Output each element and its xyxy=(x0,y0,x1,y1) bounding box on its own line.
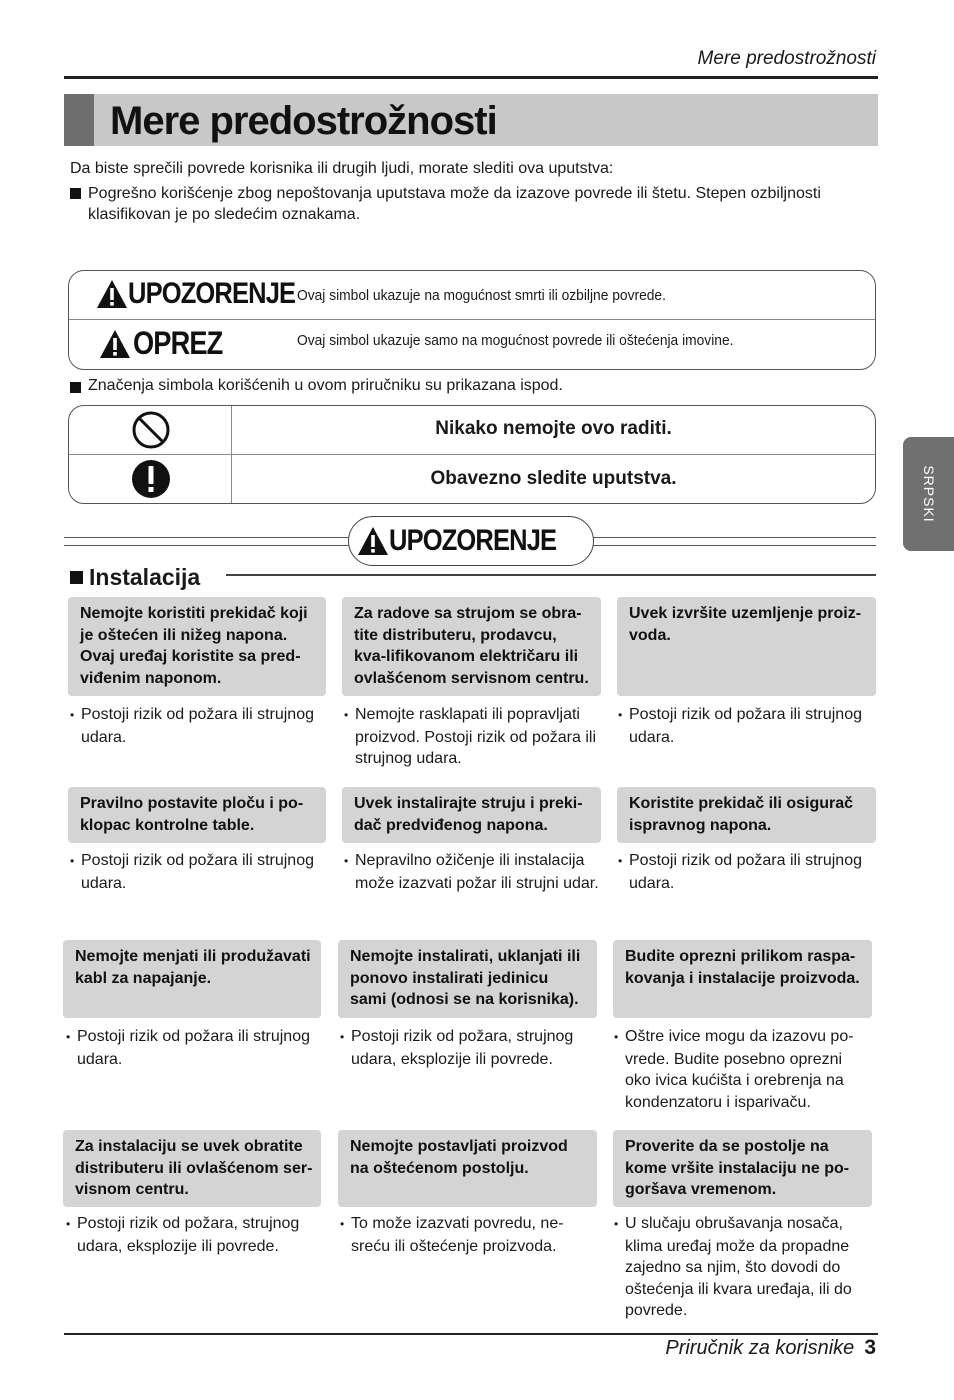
title-tab xyxy=(64,94,94,146)
intro-bullet-text: Pogrešno korišćenje zbog nepoštovanja uputstava može da izazove povrede ili štetu. Stepen ozbiljnosti klasifikovan je po sledećim oznakama. xyxy=(88,185,821,223)
footer-rule xyxy=(64,1333,878,1335)
risk-note xyxy=(66,1026,324,1070)
risk-note-text: Postoji rizik od požara, strujnog udara, eksplozije ili povrede. xyxy=(77,1215,300,1255)
risk-note xyxy=(618,704,876,748)
header-rule xyxy=(64,76,878,79)
prohibited-icon xyxy=(131,410,171,450)
caution-card: Uvek izvršite uzemljenje proiz-voda. xyxy=(617,597,876,696)
table-divider xyxy=(69,454,875,455)
language-tab-label: SRPSKI xyxy=(920,465,937,523)
bullet-icon: • xyxy=(614,1217,619,1231)
warning-triangle-icon xyxy=(96,279,128,309)
square-bullet-icon xyxy=(70,571,83,584)
warning-word: UPOZORENJE xyxy=(128,277,296,310)
warning-banner xyxy=(348,516,594,566)
caution-description: Ovaj simbol ukazuje samo na mogućnost povrede ili oštećenja imovine. xyxy=(297,332,734,349)
signal-legend xyxy=(68,270,876,370)
warning-description: Ovaj simbol ukazuje na mogućnost smrti ili ozbiljne povrede. xyxy=(297,287,666,304)
caution-signal xyxy=(99,325,238,362)
risk-note-text: Oštre ivice mogu da izazovu po-vrede. Budite posebno oprezni oko ivica kućišta i orebrenja na kondenzatoru i isparivaču. xyxy=(625,1028,854,1111)
risk-note xyxy=(344,704,602,770)
footer-label: Priručnik za korisnike xyxy=(665,1337,855,1359)
caution-card: Za instalaciju se uvek obratite distributeru ili ovlašćenom ser-visnom centru. xyxy=(63,1130,321,1207)
square-bullet-icon xyxy=(70,188,81,199)
risk-note xyxy=(66,1213,324,1257)
section-title: Instalacija xyxy=(89,564,201,590)
risk-note-text: U slučaju obrušavanja nosača, klima uređaj može da propadne zajedno sa njim, što dovodi do oštećenja ili kvara uređaja, ili do povrede. xyxy=(625,1215,852,1319)
caution-card: Nemojte instalirati, uklanjati ili ponovo instalirati jedinicu sami (odnosi se na korisnika). xyxy=(338,940,597,1018)
bullet-icon: • xyxy=(66,1030,71,1044)
risk-note xyxy=(70,850,328,894)
caution-card: Budite oprezni prilikom raspa-kovanja i instalacije proizvoda. xyxy=(613,940,872,1018)
footer xyxy=(665,1336,876,1360)
warning-banner-text: UPOZORENJE xyxy=(388,524,556,557)
legend-divider xyxy=(69,319,875,320)
page-title: Mere predostrožnosti xyxy=(110,99,497,143)
bullet-icon: • xyxy=(614,1030,619,1044)
caution-card: Nemojte koristiti prekidač koji je oštećen ili nižeg napona. Ovaj uređaj koristite sa pred-viđenim naponom. xyxy=(68,597,326,696)
bullet-icon: • xyxy=(618,854,623,868)
caution-word: OPREZ xyxy=(133,325,223,361)
risk-note xyxy=(614,1026,872,1113)
risk-note-text: Nepravilno ožičenje ili instalacija može izazvati požar ili strujni udar. xyxy=(355,852,599,892)
risk-note xyxy=(618,850,876,894)
running-header: Mere predostrožnosti xyxy=(697,48,876,69)
risk-note-text: Postoji rizik od požara ili strujnog udara. xyxy=(629,706,862,746)
caution-triangle-icon xyxy=(99,329,131,359)
risk-note-text: Postoji rizik od požara, strujnog udara, eksplozije ili povrede. xyxy=(351,1028,574,1068)
bullet-icon: • xyxy=(66,1217,71,1231)
risk-note-text: Postoji rizik od požara ili strujnog udara. xyxy=(81,706,314,746)
warning-triangle-icon xyxy=(357,526,389,556)
mandatory-icon xyxy=(131,459,171,499)
risk-note-text: To može izazvati povredu, ne-sreću ili oštećenje proizvoda. xyxy=(351,1215,564,1255)
caution-card: Pravilno postavite ploču i po-klopac kontrolne table. xyxy=(68,787,326,843)
symbols-table xyxy=(68,405,876,504)
bullet-icon: • xyxy=(340,1030,345,1044)
warning-signal xyxy=(96,277,325,311)
intro xyxy=(70,158,878,225)
section-rule xyxy=(226,574,876,576)
symbol-meaning: Nikako nemojte ovo raditi. xyxy=(435,418,672,439)
caution-card: Uvek instalirajte struju i preki-dač predviđenog napona. xyxy=(342,787,601,843)
risk-note-text: Postoji rizik od požara ili strujnog udara. xyxy=(629,852,862,892)
bullet-icon: • xyxy=(344,854,349,868)
intro-bullet xyxy=(70,183,878,225)
intro-text: Da biste sprečili povrede korisnika ili drugih ljudi, morate slediti ova uputstva: xyxy=(70,160,614,177)
risk-note xyxy=(344,850,602,894)
symbols-intro-text: Značenja simbola korišćenih u ovom priručniku su prikazana ispod. xyxy=(88,377,563,394)
risk-note xyxy=(614,1213,872,1322)
bullet-icon: • xyxy=(340,1217,345,1231)
risk-note-text: Nemojte rasklapati ili popravljati proizvod. Postoji rizik od požara ili strujnog udara. xyxy=(355,706,596,767)
warning-signal xyxy=(357,524,586,558)
risk-note-text: Postoji rizik od požara ili strujnog udara. xyxy=(77,1028,310,1068)
caution-card: Nemojte menjati ili produžavati kabl za napajanje. xyxy=(63,940,321,1018)
language-tab xyxy=(903,437,954,551)
title-band xyxy=(64,94,878,146)
caution-card: Nemojte postavljati proizvod na oštećenom postolju. xyxy=(338,1130,597,1207)
bullet-icon: • xyxy=(618,708,623,722)
risk-note-text: Postoji rizik od požara ili strujnog udara. xyxy=(81,852,314,892)
bullet-icon: • xyxy=(70,854,75,868)
square-bullet-icon xyxy=(70,382,81,393)
caution-card: Koristite prekidač ili osigurač ispravnog napona. xyxy=(617,787,876,843)
page-number: 3 xyxy=(864,1336,876,1359)
symbol-meaning: Obavezno sledite uputstva. xyxy=(430,468,677,489)
section-heading xyxy=(70,564,200,591)
risk-note xyxy=(70,704,328,748)
caution-card: Za radove sa strujom se obra-tite distributeru, prodavcu, kva-lifikovanom električaru ili ovlašćenom servisnom centru. xyxy=(342,597,601,696)
risk-note xyxy=(340,1213,598,1257)
bullet-icon: • xyxy=(344,708,349,722)
bullet-icon: • xyxy=(70,708,75,722)
caution-card: Proverite da se postolje na kome vršite instalaciju ne po-goršava vremenom. xyxy=(613,1130,872,1207)
risk-note xyxy=(340,1026,598,1070)
symbols-intro xyxy=(70,377,563,395)
